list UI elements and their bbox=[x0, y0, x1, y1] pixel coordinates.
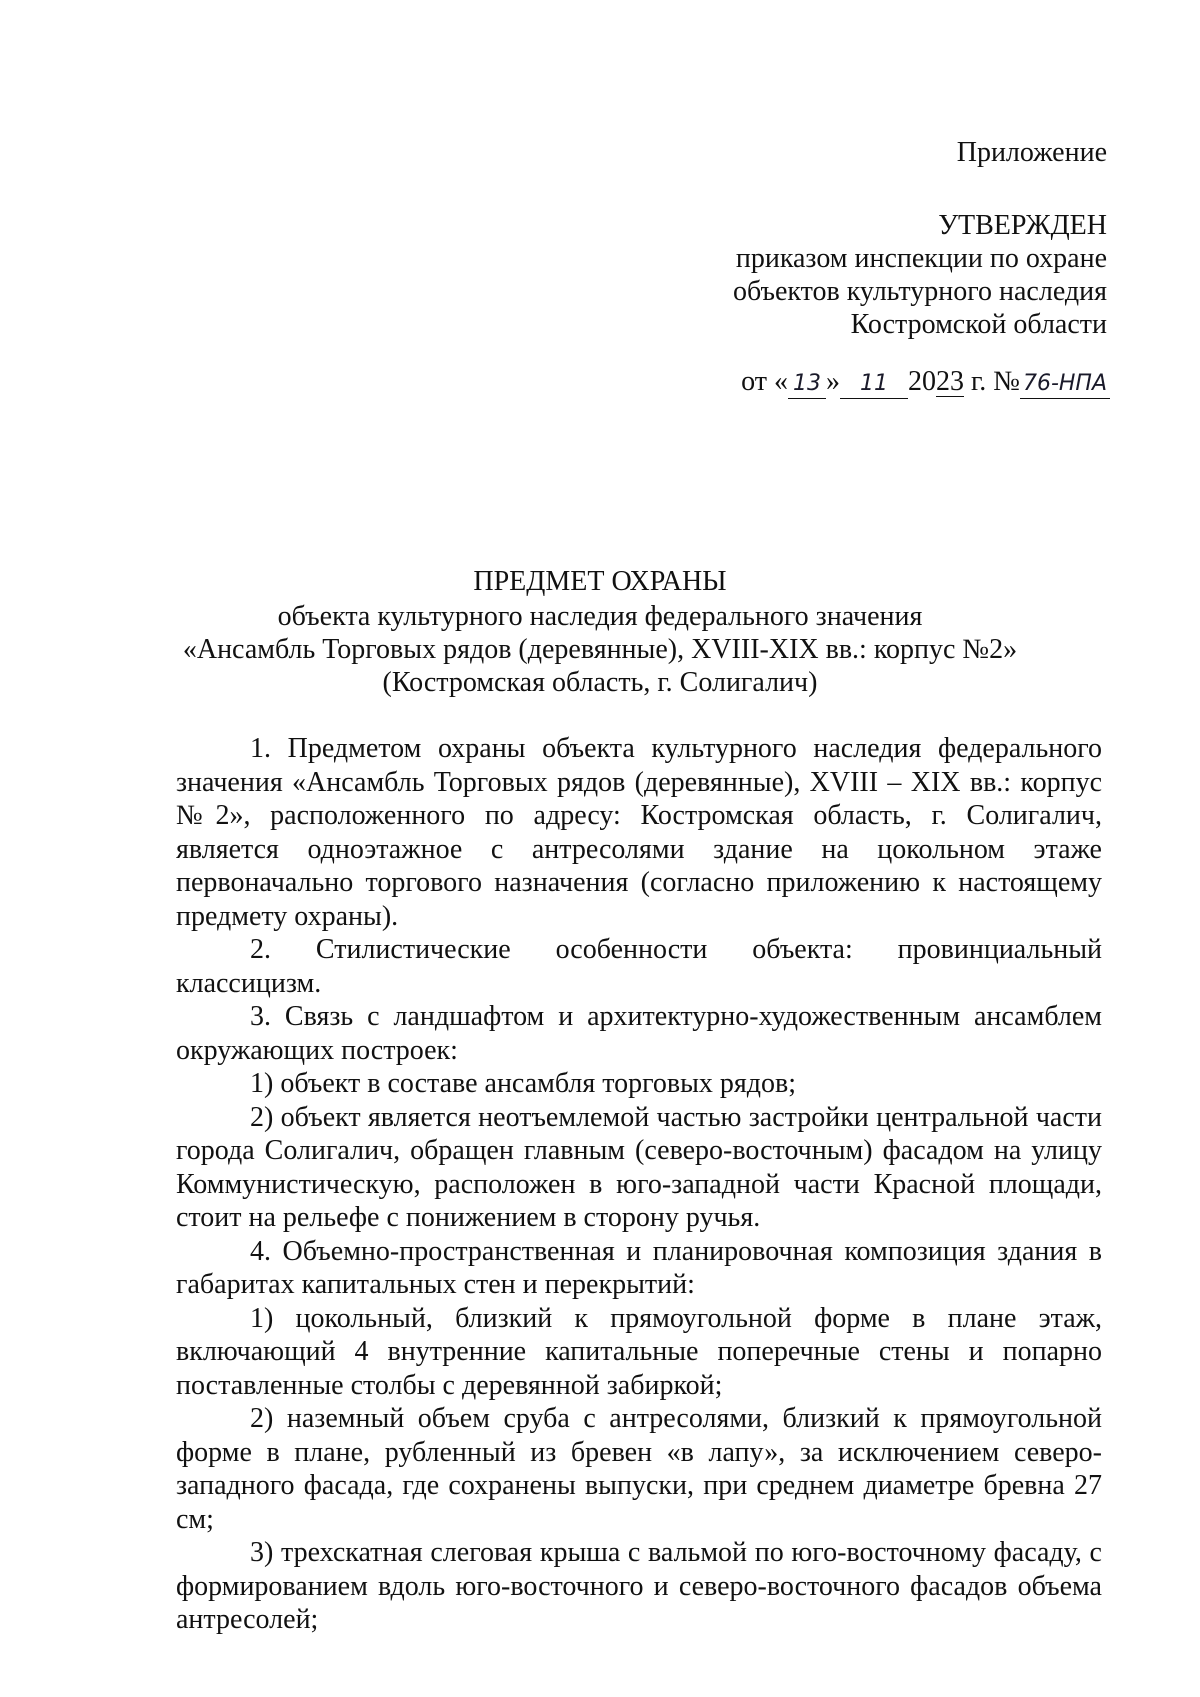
approval-header bbox=[733, 136, 1107, 341]
paragraph: 3) трехскатная слеговая крыша с вальмой по юго-восточному фасаду, с формированием вдоль юго-восточного и северо-восточного фасадов объема антресолей; bbox=[176, 1537, 1102, 1635]
date-mid: » bbox=[825, 366, 840, 397]
handwritten-month: 11 bbox=[840, 370, 908, 399]
paragraph: 2) наземный объем сруба с антресолями, близкий к прямоугольной форме в плане, рубленный из бревен «в лапу», за исключением северо-западного фасада, где сохранены выпуски, при среднем диаметре бревна 27 см; bbox=[176, 1403, 1102, 1535]
paragraph: 1) объект в составе ансамбля торговых рядов; bbox=[250, 1068, 797, 1099]
handwritten-day: 13 bbox=[788, 370, 826, 399]
document-body bbox=[176, 732, 1102, 1637]
title-subline: «Ансамбль Торговых рядов (деревянные), XVIII-XIX вв.: корпус №2» bbox=[182, 634, 1018, 665]
year-suffix: 23 bbox=[935, 366, 964, 397]
date-prefix: от « bbox=[741, 366, 788, 397]
title-subline: (Костромская область, г. Солигалич) bbox=[382, 667, 818, 698]
paragraph: 4. Объемно-пространственная и планировочная композиция здания в габаритах капитальных стен и перекрытий: bbox=[176, 1235, 1102, 1300]
order-line: Костромской области bbox=[850, 309, 1107, 340]
handwritten-order-number: 76-НПА bbox=[1020, 370, 1110, 399]
paragraph: 1. Предметом охраны объекта культурного наследия федерального значения «Ансамбль Торговых рядов (деревянные), XVIII – XIX вв.: корпус №2», расположенного по адресу: Костромская область, г. Солигалич, является одноэтажное с антресолями здание на цокольном этаже первоначально торгового назначения (согласно приложению к настоящему предмету охраны). bbox=[176, 733, 1102, 932]
document-title-block bbox=[0, 565, 1200, 699]
paragraph: 2. Стилистические особенности объекта: провинциальный классицизм. bbox=[176, 934, 1102, 999]
paragraph: 2) объект является неотъемлемой частью застройки центральной части города Солигалич, обращен главным (северо-восточным) фасадом на улицу Коммунистическую, расположен в юго-западной части Красной площади, стоит на рельефе с понижением в сторону ручья. bbox=[176, 1101, 1102, 1233]
paragraph: 3. Связь с ландшафтом и архитектурно-художественным ансамблем окружающих построек: bbox=[176, 1001, 1102, 1066]
order-date-line bbox=[741, 366, 1110, 399]
after-year: г. № bbox=[963, 366, 1020, 397]
paragraph: 1) цокольный, близкий к прямоугольной форме в плане этаж, включающий 4 внутренние капитальные поперечные стены и попарно поставленные столбы с деревянной забиркой; bbox=[176, 1302, 1102, 1401]
title-subline: объекта культурного наследия федерального значения bbox=[277, 601, 923, 632]
approved-label: УТВЕРЖДЕН bbox=[938, 210, 1107, 241]
year-prefix: 20 bbox=[907, 366, 936, 397]
appendix-label: Приложение bbox=[956, 137, 1107, 168]
document-title: ПРЕДМЕТ ОХРАНЫ bbox=[473, 566, 727, 597]
order-line: объектов культурного наследия bbox=[732, 276, 1107, 307]
order-line: приказом инспекции по охране bbox=[735, 243, 1107, 274]
